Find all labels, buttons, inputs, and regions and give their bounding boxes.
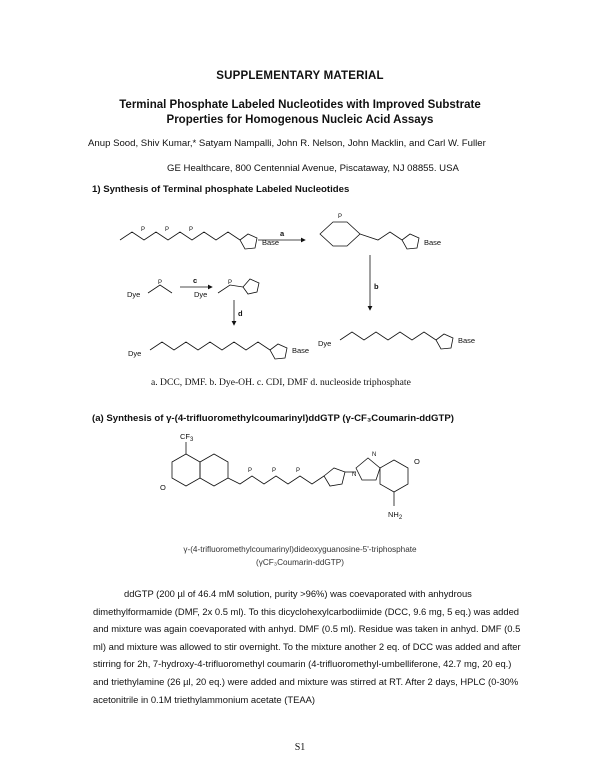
page-number: S1	[294, 742, 306, 753]
section-1-title: 1) Synthesis of Terminal phosphate Labeled Nucleotides	[92, 184, 350, 195]
arrow-a-label: a	[280, 229, 285, 238]
paper-title-line1: Terminal Phosphate Labeled Nucleotides with Improved Substrate	[119, 99, 481, 111]
arrow-d-label: d	[238, 309, 243, 318]
scheme-caption: a. DCC, DMF. b. Dye-OH. c. CDI, DMF d. nucleoside triphosphate	[151, 377, 411, 388]
p-atom: P	[228, 280, 233, 286]
triphosphate-chain-structure	[228, 476, 324, 484]
p-atom: P	[338, 214, 343, 220]
experimental-text	[93, 585, 528, 708]
guanine-pyrimidine	[380, 460, 408, 492]
compound-abbrev: (γCF₃Coumarin-ddGTP)	[256, 558, 344, 567]
cf3-label: $CF_3$	[180, 432, 194, 443]
base-label-4: Base	[458, 336, 476, 345]
guanine-imidazole	[356, 458, 380, 480]
dideoxy-sugar	[324, 468, 345, 486]
supplementary-heading: SUPPLEMENTARY MATERIAL	[216, 70, 384, 82]
coumarin-ring-b	[200, 454, 228, 486]
base-label-3: Base	[292, 346, 310, 355]
base-label-1: Base	[262, 238, 280, 247]
dye-label-4: Dye	[318, 339, 332, 348]
paper-title-line2: Properties for Homogenous Nucleic Acid Assays	[166, 114, 434, 126]
section-2-title: (a) Synthesis of γ-(4-trifluoromethylcoumarinyl)ddGTP (γ-CF₃Coumarin-ddGTP)	[92, 413, 454, 424]
author-list: Anup Sood, Shiv Kumar,* Satyam Nampalli, John R. Nelson, John Macklin, and Carl W. Fuller	[88, 138, 486, 149]
base-label-2: Base	[424, 238, 442, 247]
arrow-c-label: c	[193, 276, 198, 285]
p-atom: P	[165, 227, 170, 233]
n-atom: N	[352, 472, 357, 478]
arrow-b-label: b	[374, 282, 379, 291]
compound-caption	[0, 543, 600, 569]
coumarin-ring-a	[172, 454, 200, 486]
dye-label-3: Dye	[128, 349, 142, 358]
p-atom: P	[158, 280, 163, 286]
nh2-label: $NH_2$	[388, 510, 403, 521]
n-atom: N	[372, 452, 377, 458]
p-atom: P	[248, 468, 253, 474]
o-atom: O	[160, 483, 166, 492]
dye-label-1: Dye	[127, 290, 141, 299]
experimental-paragraph: ddGTP (200 µl of 46.4 mM solution, purity >96%) was coevaporated with anhydrous dimethylformamide (DMF, 2x 0.5 ml). To this dicyclohexylcarbodiimide (DCC, 9.6 mg, 5 eq.) was added and mixture was again coevaporated with anhyd. DMF (0.5 ml). Residue was taken in anhyd. DMF (0.5 ml) and mixture was allowed to stir overnight. To the mixture another 2 eq. of DCC was added and after stirring for 2h, 7-hydroxy-4-trifluoromethyl coumarin (4-trifluoromethyl-umbelliferone, 42.7 mg, 20 eq.) and triethylamine (26 µl, 20 eq.) were added and mixture was stirred at RT. After 2 days, HPLC (0-30% acetonitrile in 0.1M triethylammonium acetate (TEAA)	[93, 588, 521, 705]
p-atom: P	[141, 227, 146, 233]
compound-name: γ-(4-trifluoromethylcoumarinyl)dideoxyguanosine-5'-triphosphate	[183, 545, 417, 554]
affiliation: GE Healthcare, 800 Centennial Avenue, Piscataway, NJ 08855. USA	[167, 163, 459, 174]
p-atom: P	[296, 468, 301, 474]
o-atom: O	[414, 457, 420, 466]
p-atom: P	[189, 227, 194, 233]
p-atom: P	[272, 468, 277, 474]
dye-label-2: Dye	[194, 290, 208, 299]
